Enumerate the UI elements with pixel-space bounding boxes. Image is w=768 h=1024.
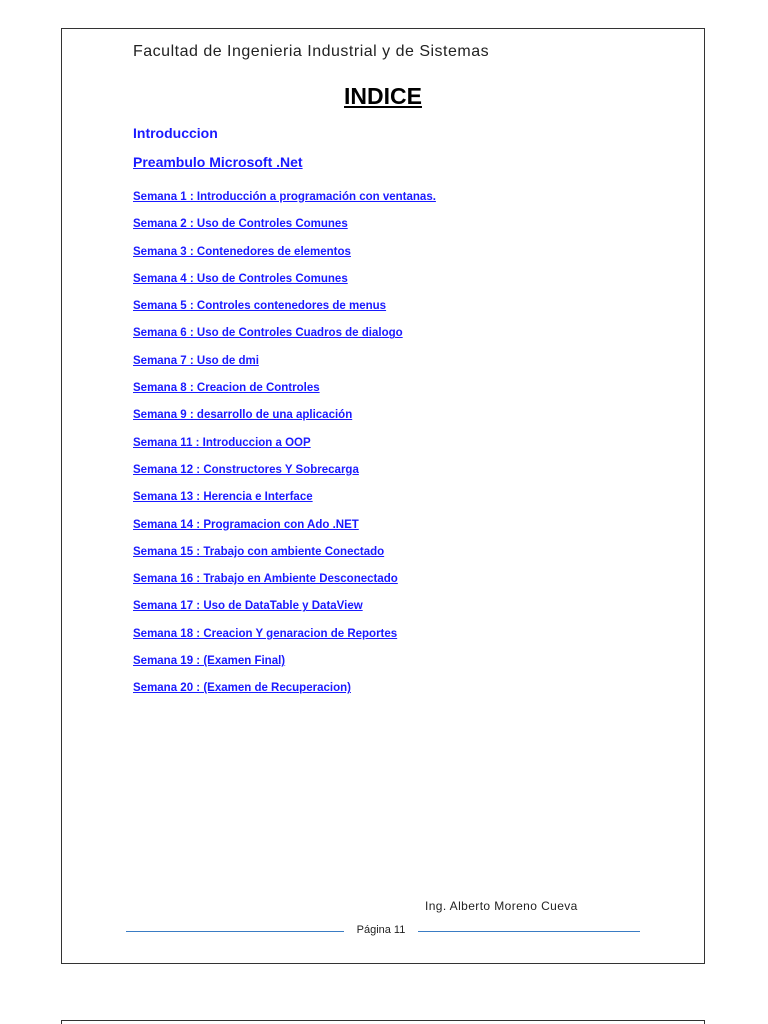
page-number: Página 11 <box>356 924 406 936</box>
toc-link-semana-4[interactable]: Semana 4 : Uso de Controles Comunes <box>133 272 348 285</box>
author-name: Ing. Alberto Moreno Cueva <box>425 899 578 913</box>
toc-item <box>133 491 436 518</box>
toc-link-semana-5[interactable]: Semana 5 : Controles contenedores de menus <box>133 300 387 313</box>
toc-item <box>133 600 436 627</box>
toc-link-semana-16[interactable]: Semana 16 : Trabajo en Ambiente Desconectado <box>133 573 398 586</box>
toc-link-semana-8[interactable]: Semana 8 : Creacion de Controles <box>133 382 320 395</box>
toc-item <box>133 519 436 546</box>
toc-link-semana-17[interactable]: Semana 17 : Uso de DataTable y DataView <box>133 600 363 613</box>
toc-link-semana-14[interactable]: Semana 14 : Programacion con Ado .NET <box>133 518 359 531</box>
table-of-contents <box>133 191 436 710</box>
toc-item <box>133 655 436 682</box>
toc-item <box>133 546 436 573</box>
footer-rule-left <box>126 931 344 932</box>
toc-link-semana-3[interactable]: Semana 3 : Contenedores de elementos <box>133 245 351 258</box>
toc-link-semana-19[interactable]: Semana 19 : (Examen Final) <box>133 655 286 668</box>
toc-item <box>133 218 436 245</box>
preambulo-link[interactable]: Preambulo Microsoft .Net <box>133 154 303 170</box>
toc-item <box>133 382 436 409</box>
toc-link-semana-2[interactable]: Semana 2 : Uso de Controles Comunes <box>133 218 348 231</box>
toc-item <box>133 273 436 300</box>
toc-link-semana-13[interactable]: Semana 13 : Herencia e Interface <box>133 491 313 504</box>
toc-link-semana-1[interactable]: Semana 1 : Introducción a programación con ventanas. <box>133 191 436 203</box>
introduccion-heading: Introduccion <box>133 125 218 141</box>
toc-item <box>133 628 436 655</box>
page-title: INDICE <box>344 83 422 109</box>
toc-link-semana-12[interactable]: Semana 12 : Constructores Y Sobrecarga <box>133 463 359 476</box>
toc-item <box>133 327 436 354</box>
toc-item <box>133 409 436 436</box>
next-page-edge <box>61 1020 705 1024</box>
toc-item <box>133 437 436 464</box>
toc-link-semana-6[interactable]: Semana 6 : Uso de Controles Cuadros de dialogo <box>133 327 403 340</box>
toc-link-semana-15[interactable]: Semana 15 : Trabajo con ambiente Conectado <box>133 545 385 558</box>
toc-link-semana-9[interactable]: Semana 9 : desarrollo de una aplicación <box>133 409 353 422</box>
toc-link-semana-11[interactable]: Semana 11 : Introduccion a OOP <box>133 436 311 449</box>
toc-item <box>133 573 436 600</box>
toc-link-semana-18[interactable]: Semana 18 : Creacion Y genaracion de Reportes <box>133 627 398 640</box>
toc-item <box>133 300 436 327</box>
toc-item <box>133 355 436 382</box>
toc-link-semana-20[interactable]: Semana 20 : (Examen de Recuperacion) <box>133 682 351 695</box>
document-page <box>61 28 705 964</box>
faculty-header: Facultad de Ingenieria Industrial y de Sistemas <box>133 43 490 60</box>
toc-item <box>133 682 436 709</box>
footer-rule-right <box>418 931 640 932</box>
toc-link-semana-7[interactable]: Semana 7 : Uso de dmi <box>133 354 259 367</box>
toc-item <box>133 464 436 491</box>
toc-item <box>133 246 436 273</box>
toc-item <box>133 191 436 218</box>
